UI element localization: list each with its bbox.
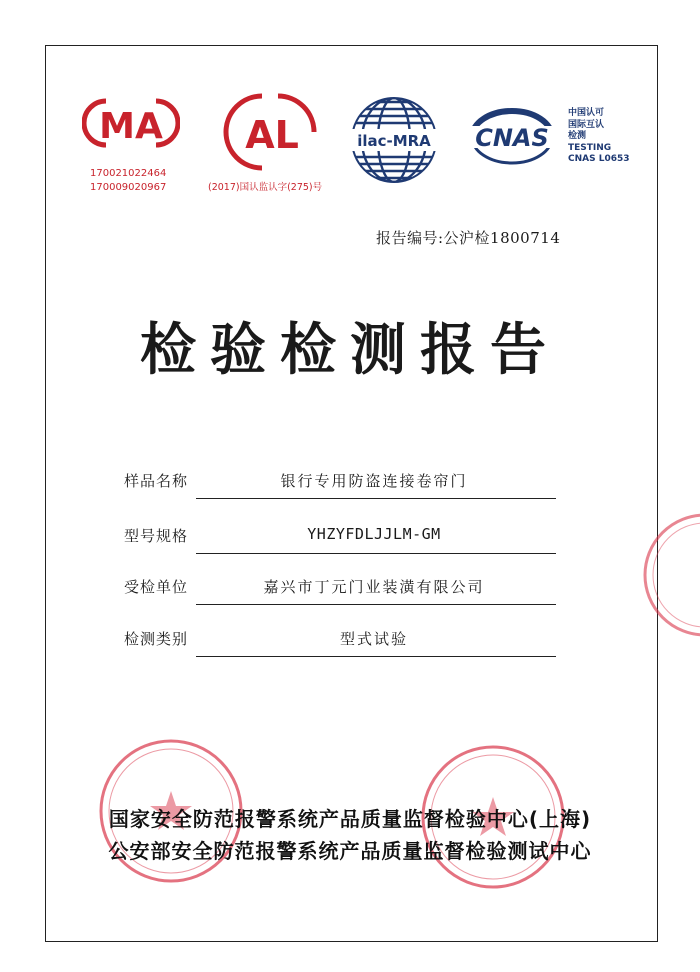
cal-logo-text: AL bbox=[245, 113, 299, 157]
field-underline bbox=[196, 498, 556, 499]
report-number: 报告编号:公沪检1800714 bbox=[376, 229, 561, 247]
cnas-caption-line: CNAS L0653 bbox=[568, 154, 630, 164]
footer-issuer-line-1: 国家安全防范报警系统产品质量监督检验中心(上海) bbox=[108, 807, 592, 831]
cma-logo-text: MA bbox=[99, 106, 163, 147]
cnas-caption-line: 中国认可 bbox=[568, 108, 605, 118]
cnas-caption-line: TESTING bbox=[568, 142, 612, 153]
cal-caption: (2017)国认监认字(275)号 bbox=[208, 182, 323, 193]
cma-code: 170009020967 bbox=[90, 182, 167, 193]
field-value: YHZYFDLJJLM-GM bbox=[307, 525, 441, 543]
field-value: 银行专用防盗连接卷帘门 bbox=[280, 472, 468, 490]
cnas-caption bbox=[568, 108, 630, 166]
edge-seal-stamp bbox=[640, 510, 700, 640]
ilac-mra-logo bbox=[345, 92, 443, 192]
field-underline bbox=[196, 656, 556, 657]
cnas-caption-line: 检测 bbox=[568, 131, 587, 141]
cnas-logo bbox=[458, 104, 566, 170]
field-label: 受检单位 bbox=[124, 578, 189, 596]
field-label: 检测类别 bbox=[124, 630, 189, 648]
field-value: 型式试验 bbox=[339, 630, 408, 648]
footer-issuer-line-2: 公安部安全防范报警系统产品质量监督检验测试中心 bbox=[108, 839, 592, 863]
cma-logo bbox=[82, 97, 180, 149]
field-underline bbox=[196, 604, 556, 605]
report-title: 检验检测报告 bbox=[140, 318, 560, 383]
cma-codes bbox=[90, 167, 166, 195]
field-sample-name bbox=[124, 470, 554, 510]
cnas-caption-line: 国际互认 bbox=[568, 119, 605, 130]
field-label: 样品名称 bbox=[124, 472, 189, 490]
field-underline bbox=[196, 553, 556, 554]
field-label: 型号规格 bbox=[124, 527, 189, 545]
cal-logo bbox=[222, 92, 318, 172]
field-value: 嘉兴市丁元门业装潢有限公司 bbox=[263, 578, 485, 596]
cnas-logo-text: CNAS bbox=[475, 124, 549, 152]
cma-code: 170021022464 bbox=[90, 168, 167, 179]
field-model-spec bbox=[124, 525, 554, 565]
ilac-logo-text: ilac-MRA bbox=[357, 132, 431, 150]
field-test-type bbox=[124, 628, 554, 668]
field-inspected-unit bbox=[124, 576, 554, 616]
